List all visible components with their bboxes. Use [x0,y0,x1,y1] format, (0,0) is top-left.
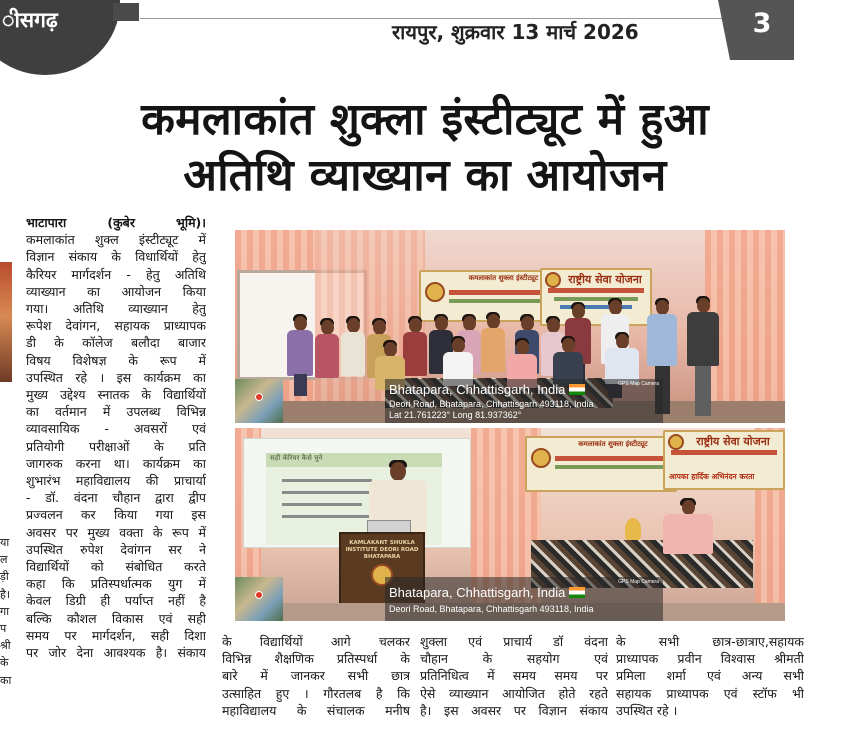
edge-text: या [0,536,10,549]
person [287,316,313,396]
person-seated [663,500,713,560]
article-line: कैरियर मार्गदर्शन - हेतु अतिथि [26,266,206,282]
article-line: रूपेश देवांगन, सहायक प्राध्यापक [26,318,206,334]
article-line: प्रज्वलन कर किया गया इस [26,507,206,523]
slide-bullet [282,503,362,506]
article-line: महाविद्यालय के संचालक मनीष [222,702,410,718]
flower-pot [625,518,641,540]
adjacent-column-fragment [0,534,14,689]
india-flag-icon [569,384,585,395]
article-line: के सभी छात्र-छात्राए,सहायक [616,634,804,649]
person [403,318,427,388]
event-banner-left [525,436,677,492]
event-banner-right [663,430,785,490]
gps-map-thumbnail [235,577,283,621]
article-line: के विद्यार्थियों आगे चलकर [222,634,410,649]
article-line: उपस्थित रहे । [616,702,678,718]
person [481,314,505,384]
banner-stripe [555,456,669,461]
article-line: डी के कॉलेज बलौदा बाजार [26,335,206,351]
article-line: उपस्थित रहे । इस कार्यक्रम का [26,369,206,385]
article-column-4 [616,633,804,719]
person [341,318,365,388]
article-line: बारे में जानकर सभी छात्र [222,668,410,684]
article-line: मुख्य उद्देश्य स्नातक के विद्यार्थियों [26,387,206,403]
banner-right-title: राष्ट्रीय सेवा योजना [568,273,642,286]
gps-stamp-overlay [385,577,663,621]
article-line: ऐसे व्याख्यान आयोजित होते रहते [420,685,608,701]
article-line: है। इस अवसर पर विज्ञान संकाय [420,702,608,718]
article-line: प्राध्यापक प्रवीन विश्वास श्रीमती [616,651,804,667]
camera-app-tag: GPS Map Camera [618,579,659,585]
gps-city-line [389,585,585,600]
article-line: विद्यार्थियों को संबोधित करते [26,559,206,575]
article-line: विज्ञान संकाय के विधार्थियों हेतु [26,249,206,265]
banner-left-title: कमलाकांत शुक्ला इंस्टीट्यूट [578,440,648,448]
article-line: विभिन्न शैक्षणिक प्रतिस्पर्धा के [222,651,410,667]
banner-right-title: राष्ट्रीय सेवा योजना [696,435,770,448]
edge-text: का [0,673,12,687]
gps-address: Deori Road, Bhatapara, Chhattisgarh 493118, India [389,399,594,409]
region-label: ीसगढ़ [2,8,58,32]
article-column-3 [420,633,608,719]
gps-stamp-overlay [385,379,663,423]
adjacent-photo-fragment [0,262,12,382]
page-number: 3 [752,8,772,39]
article-line: - डॉ. वंदना चौहान द्वारा द्वीप [26,490,206,506]
banner-left-title: कमलाकांत शुक्ला इंस्टीट्यूट [468,274,539,282]
group-photo [235,230,785,423]
article-line: बल्कि कौशल विकास एवं सही [26,610,206,626]
headline-line-1: कमलाकांत शुक्ला इंस्टीट्यूट में हुआ [141,94,709,145]
article-line: का वर्तमान में उपलब्ध विभिन्न [26,404,206,420]
slide-title: सही कॅरियर कैसे चुने [270,454,323,462]
gps-address: Deori Road, Bhatapara, Chhattisgarh 493118, India [389,604,594,614]
article-line: उत्साहित हुए । गौरतलब है कि [222,685,410,701]
podium-label: KAMLAKANT SHUKLA INSTITUTE DEORI ROAD BHATAPARA [345,540,419,560]
article-line: जागरुक करना था। कार्यक्रम का [26,455,206,471]
article-line: विषय विशेषज्ञ के रूप में [26,352,206,368]
gps-map-thumbnail [235,379,283,423]
map-pin-icon [255,591,263,599]
edition-dateline: रायपुर, शुक्रवार 13 मार्च 2026 [392,20,639,44]
college-emblem-icon [531,448,551,468]
article-line: कहा कि प्रतिस्पर्धात्मक युग में [26,576,206,592]
nss-emblem-icon [668,434,684,450]
article-column-2 [222,633,410,719]
article-line: व्यावसायिक - अवसरों एवं [26,421,206,437]
edge-text: प [0,622,7,636]
article-column-1 [26,214,206,661]
article-line: व्याख्यान का आयोजन किया [26,283,206,299]
article-line: गया। अतिथि व्याख्यान हेतु [26,301,206,317]
map-pin-icon [255,393,263,401]
banner-welcome-text: आपका हार्दिक अभिनंदन करता [669,472,755,481]
edge-text: है। [0,587,11,601]
article-line: अवसर पर मुख्य वक्ता के रूप में [26,524,206,540]
gps-coordinates: Lat 21.761223° Long 81.937362° [389,410,522,420]
article-line: पर जोर देना आवश्यक है। संकाय [26,645,206,661]
slide-bullet [282,479,372,482]
article-line: सहायक प्राध्यापक एवं स्टॉफ भी [616,685,804,701]
india-flag-icon [569,587,585,598]
edge-text: ल [0,553,8,567]
page-number-tab [730,0,794,60]
camera-app-tag: GPS Map Camera [618,381,659,387]
article-line: समय पर मार्गदर्शन, सही दिशा [26,627,206,643]
article-line: प्रतिनिधित्व में समय समय पर [420,668,608,684]
edge-text: गा [0,604,10,618]
article-dateline: भाटापारा (कुबेर भूमि)। [26,215,206,230]
article-line: प्रमिला शर्मा एवं अन्य सभी [616,668,804,684]
gps-city-line [389,382,585,397]
article-line: प्रतियोगी परीक्षाओं के प्रति [26,438,206,454]
masthead [0,0,854,58]
article-line: केवल डिग्री ही पर्याप्त नहीं है [26,593,206,609]
article-line: चौहान के सहयोग एवं [420,651,608,667]
gps-city: Bhatapara, Chhattisgarh, India [389,585,566,600]
article-line: शुक्ला एवं प्राचार्य डॉ वंदना [420,634,608,649]
banner-stripe [555,465,663,469]
banner-stripe [449,299,550,303]
masthead-accent-box [113,3,139,21]
edge-text: श्री [0,639,11,653]
college-emblem-icon [425,282,445,302]
nss-emblem-icon [545,272,561,288]
person [315,320,339,390]
person [687,298,719,418]
article-headline [40,92,810,204]
headline-line-2: अतिथि व्याख्यान का आयोजन [183,150,667,201]
gps-city: Bhatapara, Chhattisgarh, India [389,382,566,397]
article-line: शुभारंभ महाविद्यालय की प्राचार्या [26,473,206,489]
banner-stripe [671,450,777,455]
lecture-photo [235,428,785,621]
edge-text: के [0,656,9,670]
article-line: कमलाकांत शुक्ल इंस्टीट्यूट में [26,232,206,248]
article-line: उपस्थित रुपेश देवांगन सर ने [26,541,206,557]
banner-stripe [548,288,644,293]
slide-bullet [282,515,382,518]
edge-text: ड़ी [0,570,9,584]
